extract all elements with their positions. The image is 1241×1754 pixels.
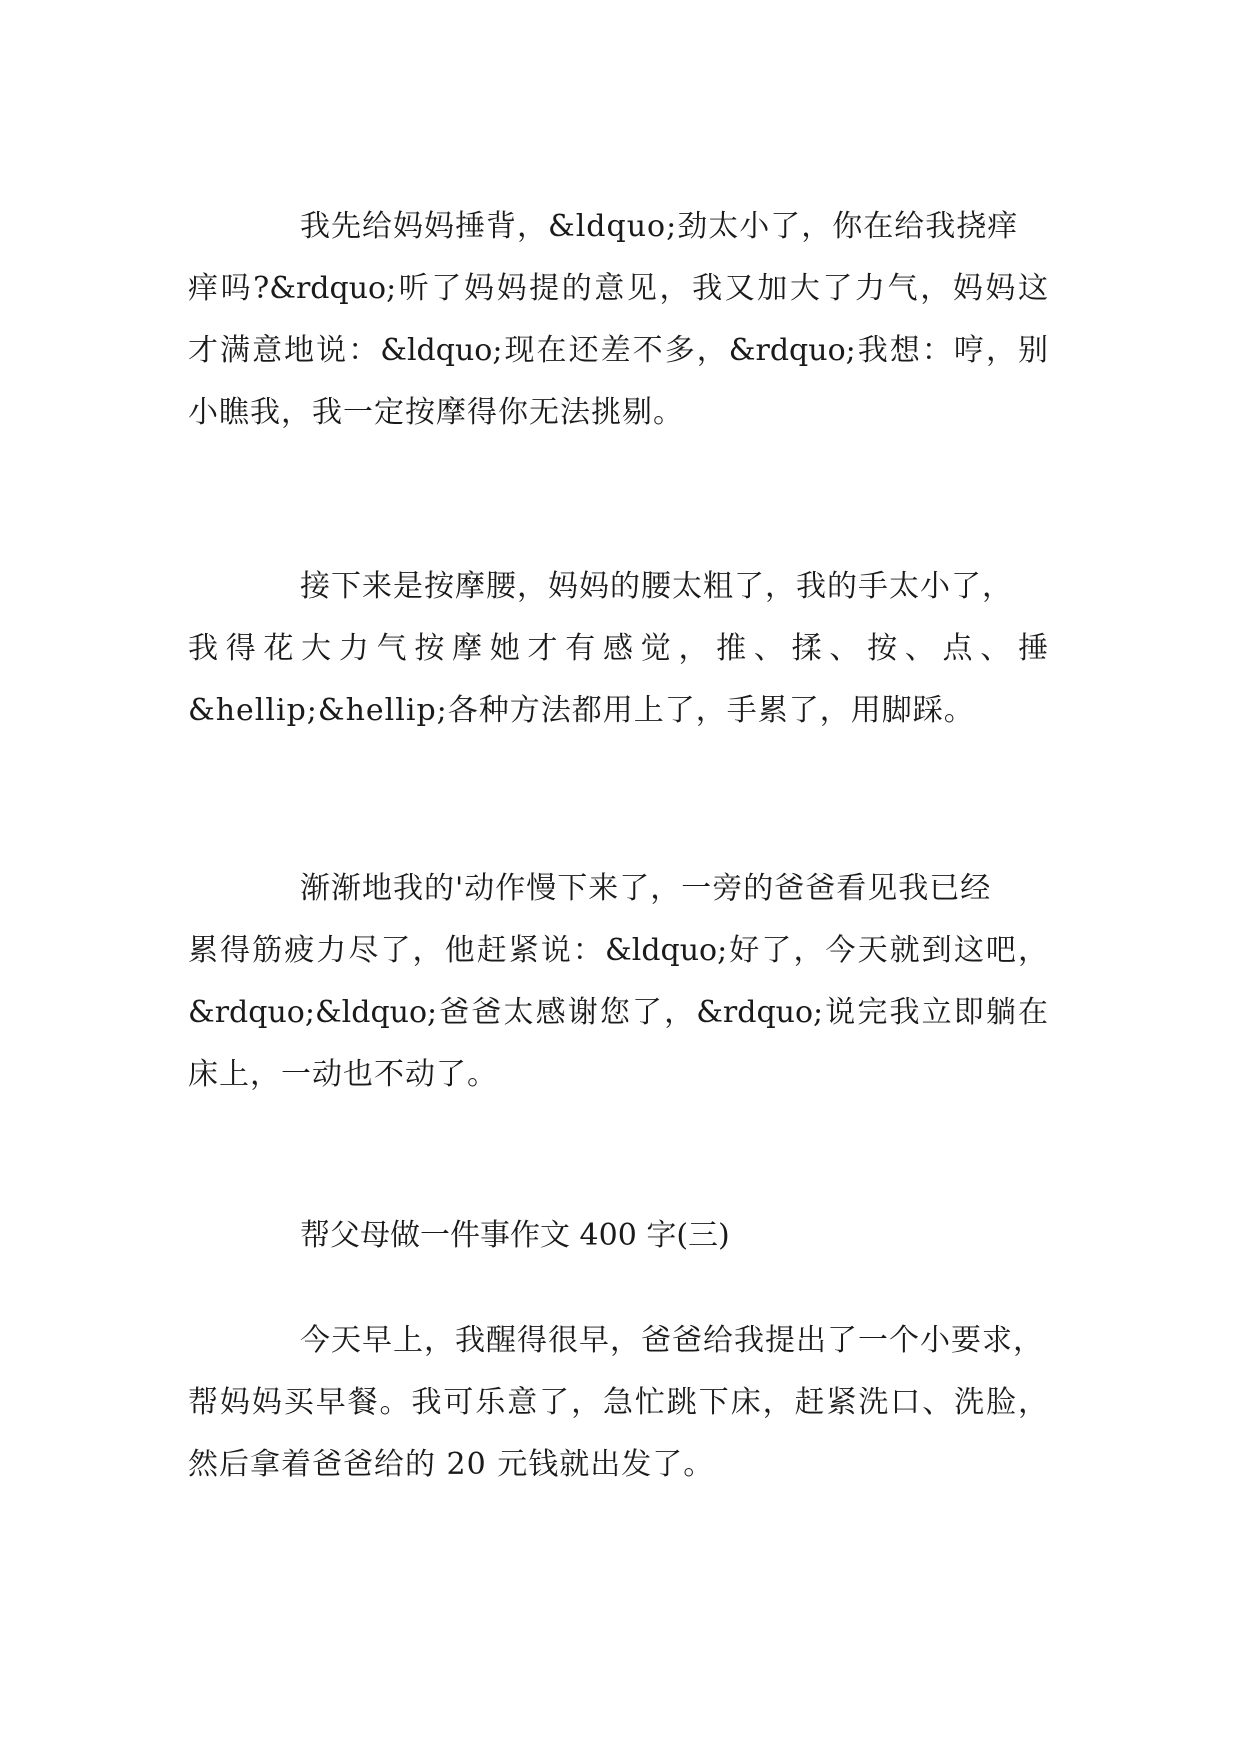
paragraph-4 — [188, 1310, 1048, 1496]
paragraph-line: 帮妈妈买早餐。我可乐意了，急忙跳下床，赶紧洗口、洗脸， — [188, 1385, 1048, 1420]
paragraph-line: 我得花大力气按摩她才有感觉，推、揉、按、点、捶 — [188, 631, 1048, 666]
paragraph-2 — [188, 556, 1048, 742]
paragraph-line: 累得筋疲力尽了，他赶紧说：&ldquo;好了，今天就到这吧， — [188, 933, 1048, 968]
paragraph-line: 然后拿着爸爸给的 20 元钱就出发了。 — [188, 1447, 715, 1482]
paragraph-line: &hellip;&hellip;各种方法都用上了，手累了，用脚踩。 — [188, 693, 975, 728]
paragraph-line: 床上，一动也不动了。 — [188, 1057, 498, 1092]
paragraph-line: &rdquo;&ldquo;爸爸太感谢您了，&rdquo;说完我立即躺在 — [188, 995, 1048, 1030]
paragraph-line: 痒吗?&rdquo;听了妈妈提的意见，我又加大了力气，妈妈这 — [188, 271, 1048, 306]
paragraph-line: 接下来是按摩腰，妈妈的腰太粗了，我的手太小了， — [300, 569, 1013, 604]
paragraph-line: 小瞧我，我一定按摩得你无法挑剔。 — [188, 395, 684, 430]
paragraph-line: 我先给妈妈捶背，&ldquo;劲太小了，你在给我挠痒 — [300, 209, 1019, 244]
section-heading: 帮父母做一件事作文 400 字(三) — [300, 1218, 730, 1253]
paragraph-1 — [188, 196, 1048, 444]
paragraph-line: 渐渐地我的'动作慢下来了，一旁的爸爸看见我已经 — [300, 871, 992, 906]
paragraph-line: 才满意地说：&ldquo;现在还差不多，&rdquo;我想：哼，别 — [188, 333, 1048, 368]
paragraph-line: 今天早上，我醒得很早，爸爸给我提出了一个小要求， — [300, 1323, 1044, 1358]
paragraph-3 — [188, 858, 1048, 1106]
